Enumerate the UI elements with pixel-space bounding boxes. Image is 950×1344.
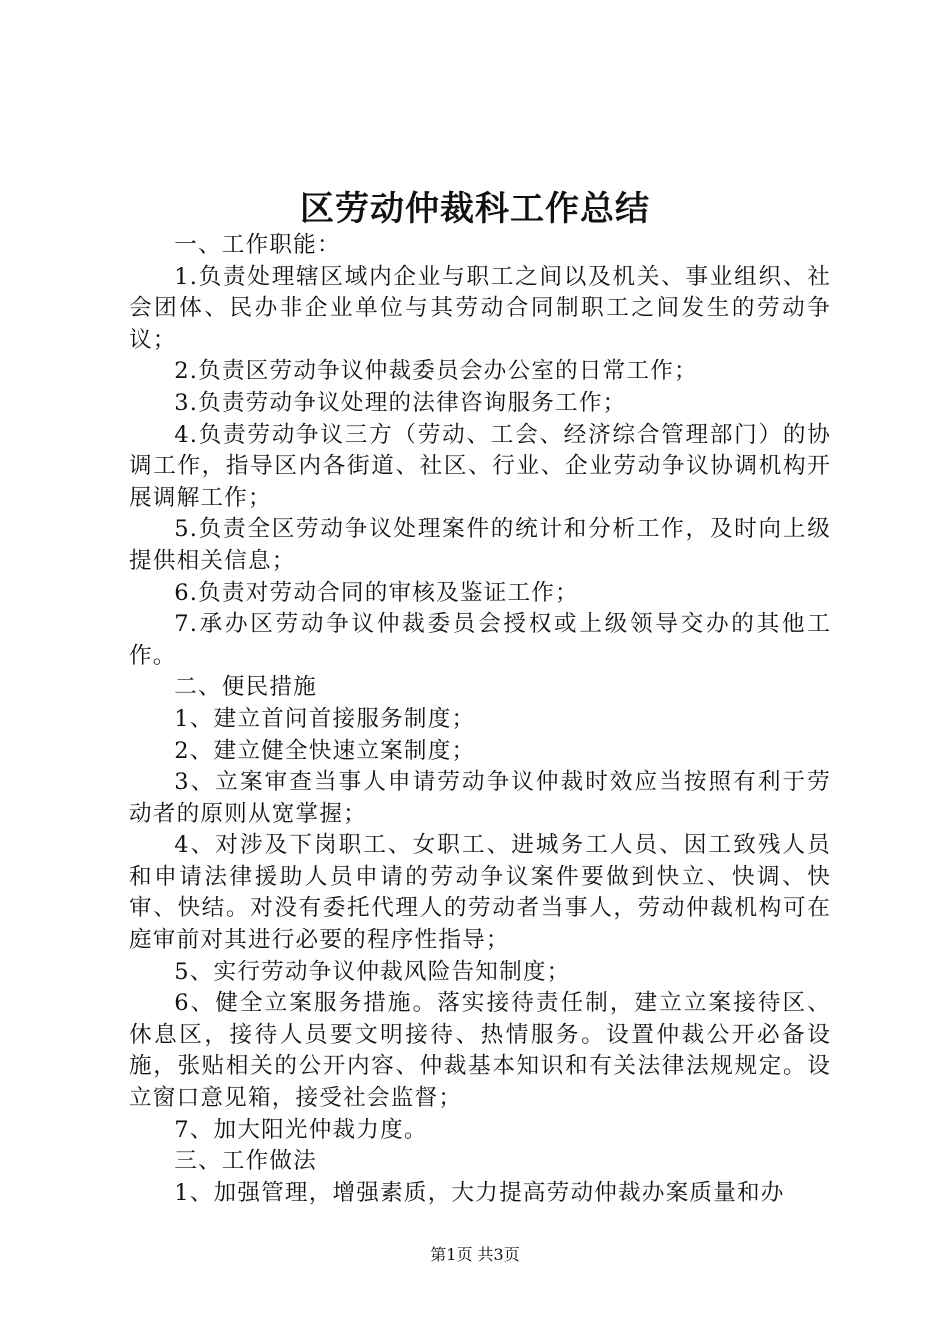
paragraph: 2、建立健全快速立案制度； [174, 737, 476, 764]
paragraph: 5、实行劳动争议仲裁风险告知制度； [174, 958, 571, 985]
page-footer: 第1页 共3页 [430, 1245, 520, 1264]
paragraph: 4、对涉及下岗职工、女职工、进城务工人员、因工致残人员和申请法律援助人员申请的劳动争议案件要做到快立、快调、快审、快结。对没有委托代理人的劳动者当事人，劳动仲裁机构可在庭审前对其进行必要的程序性指导； [129, 832, 831, 954]
paragraph: 5.负责全区劳动争议处理案件的统计和分析工作，及时向上级提供相关信息； [129, 516, 831, 574]
document-title: 区劳动仲裁科工作总结 [300, 189, 650, 229]
paragraph: 7、加大阳光仲裁力度。 [174, 1116, 428, 1143]
paragraph: 6、健全立案服务措施。落实接待责任制，建立立案接待区、休息区，接待人员要文明接待、热情服务。设置仲裁公开必备设施，张贴相关的公开内容、仲裁基本知识和有关法律法规规定。设立窗口意见箱，接受社会监督； [129, 990, 831, 1112]
paragraph: 2.负责区劳动争议仲裁委员会办公室的日常工作； [174, 358, 698, 385]
paragraph: 二、便民措施 [174, 674, 317, 701]
paragraph: 4.负责劳动争议三方（劳动、工会、经济综合管理部门）的协调工作，指导区内各街道、社区、行业、企业劳动争议协调机构开展调解工作； [129, 421, 831, 511]
paragraph: 1、建立首问首接服务制度； [174, 705, 476, 732]
paragraph: 1.负责处理辖区域内企业与职工之间以及机关、事业组织、社会团体、民办非企业单位与其劳动合同制职工之间发生的劳动争议； [129, 263, 831, 353]
paragraph: 6.负责对劳动合同的审核及鉴证工作； [174, 579, 579, 606]
paragraph: 3、立案审查当事人申请劳动争议仲裁时效应当按照有利于劳动者的原则从宽掌握； [129, 769, 831, 827]
paragraph: 一、工作职能： [174, 232, 341, 258]
paragraph: 3.负责劳动争议处理的法律咨询服务工作； [174, 389, 627, 416]
paragraph: 1、加强管理，增强素质，大力提高劳动仲裁办案质量和办 [174, 1179, 785, 1206]
paragraph: 7.承办区劳动争议仲裁委员会授权或上级领导交办的其他工作。 [129, 611, 831, 669]
paragraph: 三、工作做法 [174, 1148, 317, 1175]
document-body [129, 230, 831, 1209]
